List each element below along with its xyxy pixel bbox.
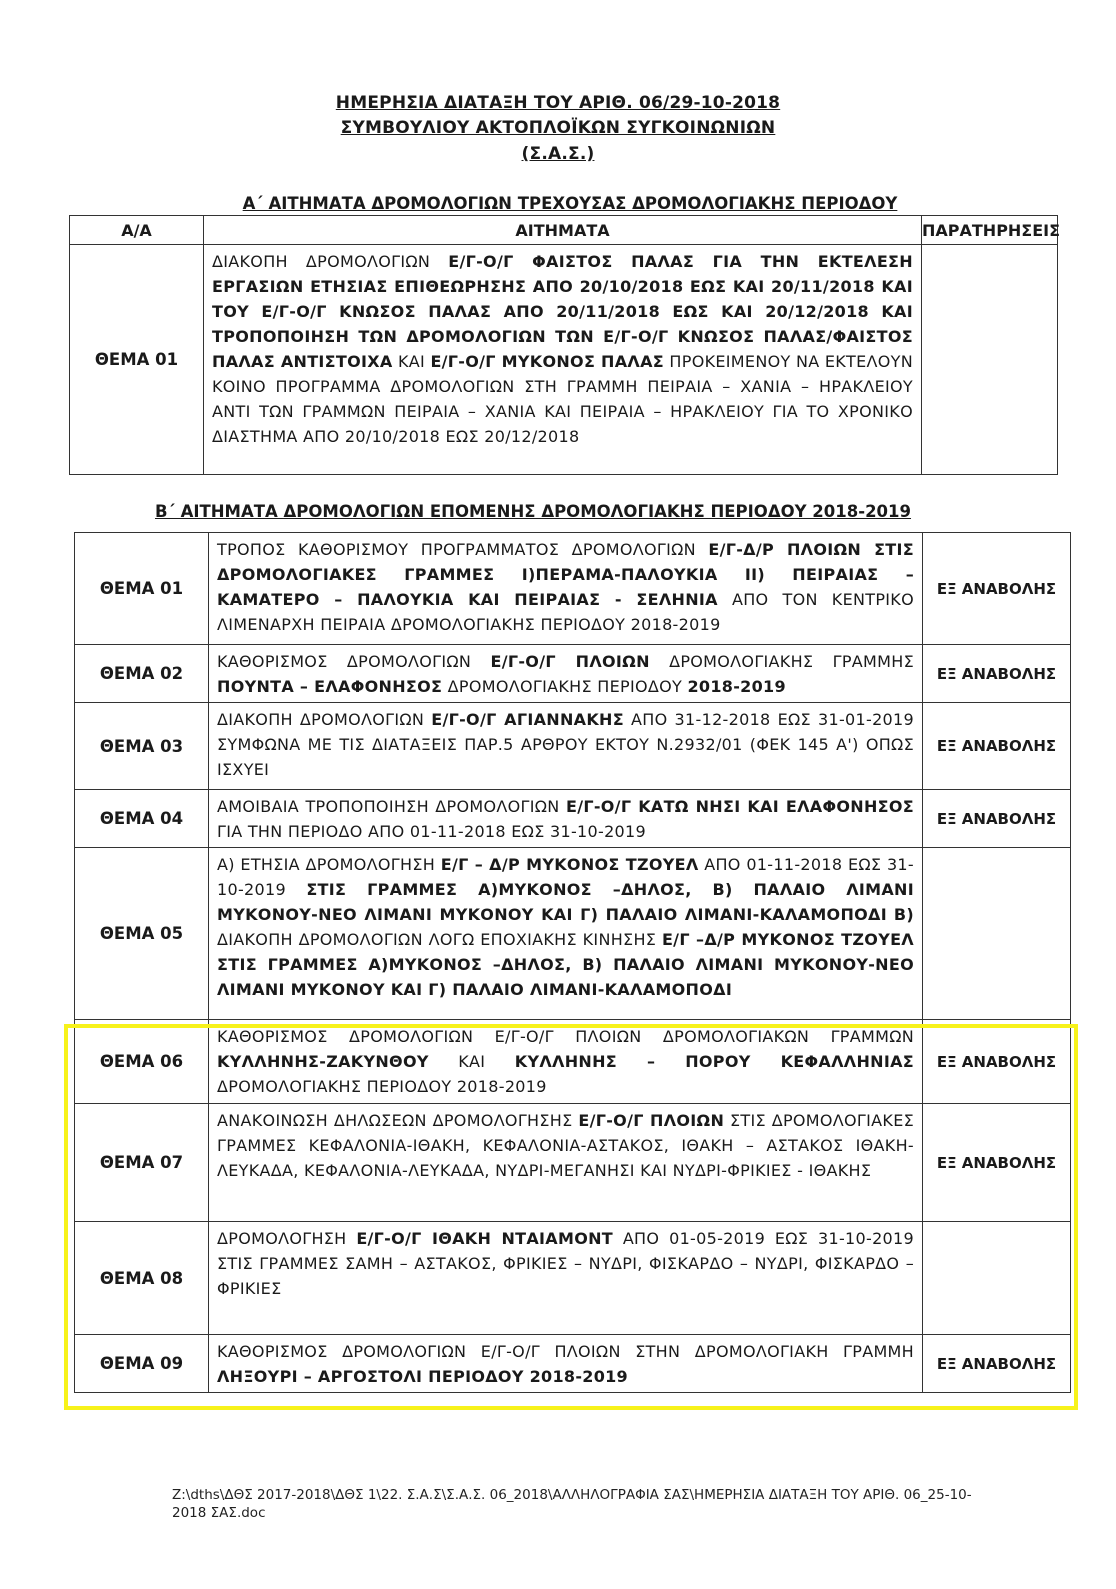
section-a-table xyxy=(69,215,1061,475)
table-row xyxy=(75,790,1071,848)
column-aa: Α/Α xyxy=(70,216,204,245)
remark-cell xyxy=(922,245,1058,475)
request-text xyxy=(209,848,923,1020)
topic-number: ΘΕΜΑ 01 xyxy=(75,533,209,645)
request-text-part: ΚΑΙ xyxy=(428,1052,515,1071)
request-text-bold: 2018-2019 xyxy=(687,677,786,696)
request-text xyxy=(209,790,923,848)
topic-number: ΘΕΜΑ 04 xyxy=(75,790,209,848)
request-text-bold: ΚΥΛΛΗΝΗΣ – ΠΟΡΟΥ ΚΕΦΑΛΛΗΝΙΑΣ xyxy=(514,1052,914,1071)
topic-number: ΘΕΜΑ 06 xyxy=(75,1020,209,1104)
table-row xyxy=(75,848,1071,1020)
request-text-bold: Ε/Γ – Δ/Ρ ΜΥΚΟΝΟΣ ΤΖΟΥΕΛ xyxy=(440,855,699,874)
request-text-part: ΚΑΘΟΡΙΣΜΟΣ ΔΡΟΜΟΛΟΓΙΩΝ Ε/Γ-Ο/Γ ΠΛΟΙΩΝ ΣΤΗΝ ΔΡΟΜΟΛΟΓΙΑΚΗ ΓΡΑΜΜΗ xyxy=(217,1342,914,1361)
column-remarks: ΠΑΡΑΤΗΡΗΣΕΙΣ xyxy=(922,216,1058,245)
topic-number: ΘΕΜΑ 08 xyxy=(75,1222,209,1335)
remark-cell: ΕΞ ΑΝΑΒΟΛΗΣ xyxy=(923,533,1071,645)
request-text-part: ΑΠΟ ΤΟΝ ΚΕΝΤΡΙΚΟ ΛΙΜΕΝΑΡΧΗ ΠΕΙΡΑΙΑ ΔΡΟΜΟΛΟΓΙΑΚΗΣ ΠΕΡΙΟΔΟΥ 2018-2019 xyxy=(217,590,914,634)
request-text-part: ΠΡΟΚΕΙΜΕΝΟΥ ΝΑ ΕΚΤΕΛΟΥΝ ΚΟΙΝΟ ΠΡΟΓΡΑΜΜΑ ΔΡΟΜΟΛΟΓΙΩΝ ΣΤΗ ΓΡΑΜΜΗ ΠΕΙΡΑΙΑ – ΧΑΝΙΑ – ΗΡΑΚΛΕΙΟΥ ΑΝΤΙ ΤΩΝ ΓΡΑΜΜΩΝ ΠΕΙΡΑΙΑ – ΧΑΝΙΑ ΚΑΙ ΠΕΙΡΑΙΑ – ΗΡΑΚΛΕΙΟΥ ΓΙΑ ΤΟ ΧΡΟΝΙΚΟ ΔΙΑΣΤΗΜΑ ΑΠΟ 20/10/2018 ΕΩΣ 20/12/2018 xyxy=(212,352,914,446)
topic-number: ΘΕΜΑ 09 xyxy=(75,1335,209,1393)
request-text-part: ΔΡΟΜΟΛΟΓΙΑΚΗΣ ΠΕΡΙΟΔΟΥ xyxy=(442,677,688,696)
request-text-bold: ΛΗΞΟΥΡΙ – ΑΡΓΟΣΤΟΛΙ ΠΕΡΙΟΔΟΥ 2018-2019 xyxy=(217,1367,628,1386)
topic-number: ΘΕΜΑ 05 xyxy=(75,848,209,1020)
table-row xyxy=(75,703,1071,790)
request-text-part: ΔΙΑΚΟΠΗ ΔΡΟΜΟΛΟΓΙΩΝ xyxy=(217,710,432,729)
request-text-part: ΑΠΟ 01-11-2018 ΕΩΣ 31-10-2019 xyxy=(217,855,914,899)
request-text-part: ΔΡΟΜΟΛΟΓΗΣΗ xyxy=(217,1229,357,1248)
column-requests: ΑΙΤΗΜΑΤΑ xyxy=(204,216,922,245)
topic-number: ΘΕΜΑ 03 xyxy=(75,703,209,790)
agenda-title: ΗΜΕΡΗΣΙΑ ΔΙΑΤΑΞΗ ΤΟΥ ΑΡΙΘ. 06/29-10-2018 xyxy=(335,93,781,113)
request-text-part: ΑΠΟ 01-05-2019 ΕΩΣ 31-10-2019 ΣΤΙΣ ΓΡΑΜΜΕΣ ΣΑΜΗ – ΑΣΤΑΚΟΣ, ΦΡΙΚΙΕΣ – ΝΥΔΡΙ, ΦΙΣΚΑΡΔΟ – ΝΥΔΡΙ, ΦΙΣΚΑΡΔΟ – ΦΡΙΚΙΕΣ xyxy=(217,1229,914,1298)
topic-number: ΘΕΜΑ 02 xyxy=(75,645,209,703)
section-a-header-row xyxy=(70,216,1058,245)
request-text-part: ΔΡΟΜΟΛΟΓΙΑΚΗΣ ΠΕΡΙΟΔΟΥ 2018-2019 xyxy=(217,1077,547,1096)
highlight-box xyxy=(64,1024,1078,1410)
request-text-part: ΔΙΑΚΟΠΗ ΔΡΟΜΟΛΟΓΙΩΝ ΛΟΓΩ ΕΠΟΧΙΑΚΗΣ ΚΙΝΗΣΗΣ xyxy=(217,930,662,949)
request-text-part: ΑΠΟ 31-12-2018 ΕΩΣ 31-01-2019 ΣΥΜΦΩΝΑ ΜΕ ΤΙΣ ΔΙΑΤΑΞΕΙΣ ΠΑΡ.5 ΑΡΘΡΟΥ ΕΚΤΟΥ Ν.2932/01 (ΦΕΚ 145 Α') ΟΠΩΣ ΙΣΧΥΕΙ xyxy=(217,710,914,779)
request-text-part: ΑΝΑΚΟΙΝΩΣΗ ΔΗΛΩΣΕΩΝ ΔΡΟΜΟΛΟΓΗΣΗΣ xyxy=(217,1111,579,1130)
request-text-part: Α) ΕΤΗΣΙΑ ΔΡΟΜΟΛΟΓΗΣΗ xyxy=(217,855,441,874)
request-text-part: ΣΤΙΣ ΔΡΟΜΟΛΟΓΙΑΚΕΣ ΓΡΑΜΜΕΣ ΚΕΦΑΛΟΝΙΑ-ΙΘΑΚΗ, ΚΕΦΑΛΟΝΙΑ-ΑΣΤΑΚΟΣ, ΙΘΑΚΗ – ΑΣΤΑΚΟΣ ΙΘΑΚΗ-ΛΕΥΚΑΔΑ, ΚΕΦΑΛΟΝΙΑ-ΛΕΥΚΑΔΑ, ΝΥΔΡΙ-ΜΕΓΑΝΗΣΙ ΚΑΙ ΝΥΔΡΙ-ΦΡΙΚΙΕΣ - ΙΘΑΚΗΣ xyxy=(217,1111,915,1180)
table-row xyxy=(75,533,1071,645)
request-text xyxy=(204,245,922,475)
council-name: ΣΥΜΒΟΥΛΙΟΥ ΑΚΤΟΠΛΟΪΚΩΝ ΣΥΓΚΟΙΝΩΝΙΩΝ xyxy=(340,118,776,138)
request-text-part: ΚΑΘΟΡΙΣΜΟΣ ΔΡΟΜΟΛΟΓΙΩΝ Ε/Γ-Ο/Γ ΠΛΟΙΩΝ ΔΡΟΜΟΛΟΓΙΑΚΩΝ ΓΡΑΜΜΩΝ xyxy=(217,1027,914,1046)
request-text-bold: Ε/Γ –Δ/Ρ ΜΥΚΟΝΟΣ ΤΖΟΥΕΛ ΣΤΙΣ ΓΡΑΜΜΕΣ Α)ΜΥΚΟΝΟΣ –ΔΗΛΟΣ, Β) ΠΑΛΑΙΟ ΛΙΜΑΝΙ ΜΥΚΟΝΟΥ-ΝΕΟ ΛΙΜΑΝΙ ΜΥΚΟΝΟΥ ΚΑΙ Γ) ΠΑΛΑΙΟ ΛΙΜΑΝΙ-ΚΑΛΑΜΟΠΟΔΙ xyxy=(217,930,914,999)
request-text-part: ΤΡΟΠΟΣ ΚΑΘΟΡΙΣΜΟΥ ΠΡΟΓΡΑΜΜΑΤΟΣ ΔΡΟΜΟΛΟΓΙΩΝ xyxy=(217,540,709,559)
topic-number: ΘΕΜΑ 01 xyxy=(70,245,204,475)
section-b-title: Β΄ ΑΙΤΗΜΑΤΑ ΔΡΟΜΟΛΟΓΙΩΝ ΕΠΟΜΕΝΗΣ ΔΡΟΜΟΛΟΓΙΑΚΗΣ ΠΕΡΙΟΔΟΥ 2018-2019 xyxy=(154,502,912,521)
request-text-part: ΔΡΟΜΟΛΟΓΙΑΚΗΣ ΓΡΑΜΜΗΣ xyxy=(649,652,915,671)
request-text-bold: Ε/Γ-Ο/Γ ΚΑΤΩ ΝΗΣΙ ΚΑΙ ΕΛΑΦΟΝΗΣΟΣ xyxy=(565,797,914,816)
request-text-bold: Ε/Γ-Ο/Γ ΜΥΚΟΝΟΣ ΠΑΛΑΣ xyxy=(430,352,665,371)
request-text-part: ΔΙΑΚΟΠΗ ΔΡΟΜΟΛΟΓΙΩΝ xyxy=(212,252,449,271)
request-text-part xyxy=(887,905,894,924)
remark-cell xyxy=(923,848,1071,1020)
request-text-bold: ΚΥΛΛΗΝΗΣ-ΖΑΚΥΝΘΟΥ xyxy=(217,1052,429,1071)
request-text-part: ΚΑΘΟΡΙΣΜΟΣ ΔΡΟΜΟΛΟΓΙΩΝ xyxy=(217,652,491,671)
request-text-part: ΑΜΟΙΒΑΙΑ ΤΡΟΠΟΠΟΙΗΣΗ ΔΡΟΜΟΛΟΓΙΩΝ xyxy=(217,797,566,816)
request-text xyxy=(209,703,923,790)
remark-cell: ΕΞ ΑΝΑΒΟΛΗΣ xyxy=(923,703,1071,790)
table-row xyxy=(70,245,1058,475)
request-text-bold: Ε/Γ-Ο/Γ ΦΑΙΣΤΟΣ ΠΑΛΑΣ ΓΙΑ ΤΗΝ ΕΚΤΕΛΕΣΗ ΕΡΓΑΣΙΩΝ ΕΤΗΣΙΑΣ ΕΠΙΘΕΩΡΗΣΗΣ ΑΠΟ 20/10/2018 ΕΩΣ ΚΑΙ 20/11/2018 ΚΑΙ ΤΟΥ Ε/Γ-Ο/Γ ΚΝΩΣΟΣ ΠΑΛΑΣ ΑΠΟ 20/11/2018 ΕΩΣ ΚΑΙ 20/12/2018 ΚΑΙ ΤΡΟΠΟΠΟΙΗΣΗ ΤΩΝ ΔΡΟΜΟΛΟΓΙΩΝ ΤΩΝ Ε/Γ-Ο/Γ ΚΝΩΣΟΣ ΠΑΛΑΣ/ΦΑΙΣΤΟΣ ΠΑΛΑΣ ΑΝΤΙΣΤΟΙΧΑ xyxy=(212,252,913,371)
request-text-bold: Ε/Γ-Ο/Γ ΑΓΙΑΝΝΑΚΗΣ xyxy=(431,710,624,729)
request-text-bold: Ε/Γ-Ο/Γ ΠΛΟΙΩΝ xyxy=(578,1111,725,1130)
request-text-bold: Ε/Γ-Ο/Γ ΠΛΟΙΩΝ xyxy=(490,652,650,671)
remark-cell: ΕΞ ΑΝΑΒΟΛΗΣ xyxy=(923,1335,1071,1393)
request-text-bold: ΠΟΥΝΤΑ – ΕΛΑΦΟΝΗΣΟΣ xyxy=(217,677,443,696)
remark-cell: ΕΞ ΑΝΑΒΟΛΗΣ xyxy=(923,790,1071,848)
request-text-bold: Β) xyxy=(893,905,914,924)
request-text-bold: ΣΤΙΣ ΓΡΑΜΜΕΣ Α)ΜΥΚΟΝΟΣ –ΔΗΛΟΣ, Β) ΠΑΛΑΙΟ ΛΙΜΑΝΙ ΜΥΚΟΝΟΥ-ΝΕΟ ΛΙΜΑΝΙ ΜΥΚΟΝΟΥ ΚΑΙ Γ) ΠΑΛΑΙΟ ΛΙΜΑΝΙ-ΚΑΛΑΜΟΠΟΔΙ xyxy=(217,880,914,924)
table-row xyxy=(75,645,1071,703)
request-text xyxy=(209,533,923,645)
topic-number: ΘΕΜΑ 07 xyxy=(75,1104,209,1222)
remark-cell: ΕΞ ΑΝΑΒΟΛΗΣ xyxy=(923,1020,1071,1104)
request-text-part: ΚΑΙ xyxy=(392,352,431,371)
section-a-title: Α΄ ΑΙΤΗΜΑΤΑ ΔΡΟΜΟΛΟΓΙΩΝ ΤΡΕΧΟΥΣΑΣ ΔΡΟΜΟΛΟΓΙΑΚΗΣ ΠΕΡΙΟΔΟΥ xyxy=(242,194,898,213)
request-text-bold: Ε/Γ-Ο/Γ ΙΘΑΚΗ ΝΤΑΙΑΜΟΝΤ xyxy=(356,1229,614,1248)
remark-cell: ΕΞ ΑΝΑΒΟΛΗΣ xyxy=(923,645,1071,703)
file-path-footer: Z:\dths\ΔΘΣ 2017-2018\ΔΘΣ 1\22. Σ.Α.Σ\Σ.Α.Σ. 06_2018\ΑΛΛΗΛΟΓΡΑΦΙΑ ΣΑΣ\ΗΜΕΡΗΣΙΑ ΔΙΑΤΑΞΗ ΤΟΥ ΑΡΙΘ. 06_25-10-2018 ΣΑΣ.doc xyxy=(172,1487,972,1521)
request-text-bold: Ε/Γ-Δ/Ρ ΠΛΟΙΩΝ ΣΤΙΣ ΔΡΟΜΟΛΟΓΙΑΚΕΣ ΓΡΑΜΜΕΣ Ι)ΠΕΡΑΜΑ-ΠΑΛΟΥΚΙΑ ΙΙ) ΠΕΙΡΑΙΑΣ – ΚΑΜΑΤΕΡΟ – ΠΑΛΟΥΚΙΑ ΚΑΙ ΠΕΙΡΑΙΑΣ - ΣΕΛΗΝΙΑ xyxy=(217,540,914,609)
remark-cell: ΕΞ ΑΝΑΒΟΛΗΣ xyxy=(923,1104,1071,1222)
request-text xyxy=(209,645,923,703)
request-text-part: ΓΙΑ ΤΗΝ ΠΕΡΙΟΔΟ ΑΠΟ 01-11-2018 ΕΩΣ 31-10-2019 xyxy=(217,822,646,841)
council-abbreviation: (Σ.Α.Σ.) xyxy=(521,144,595,164)
